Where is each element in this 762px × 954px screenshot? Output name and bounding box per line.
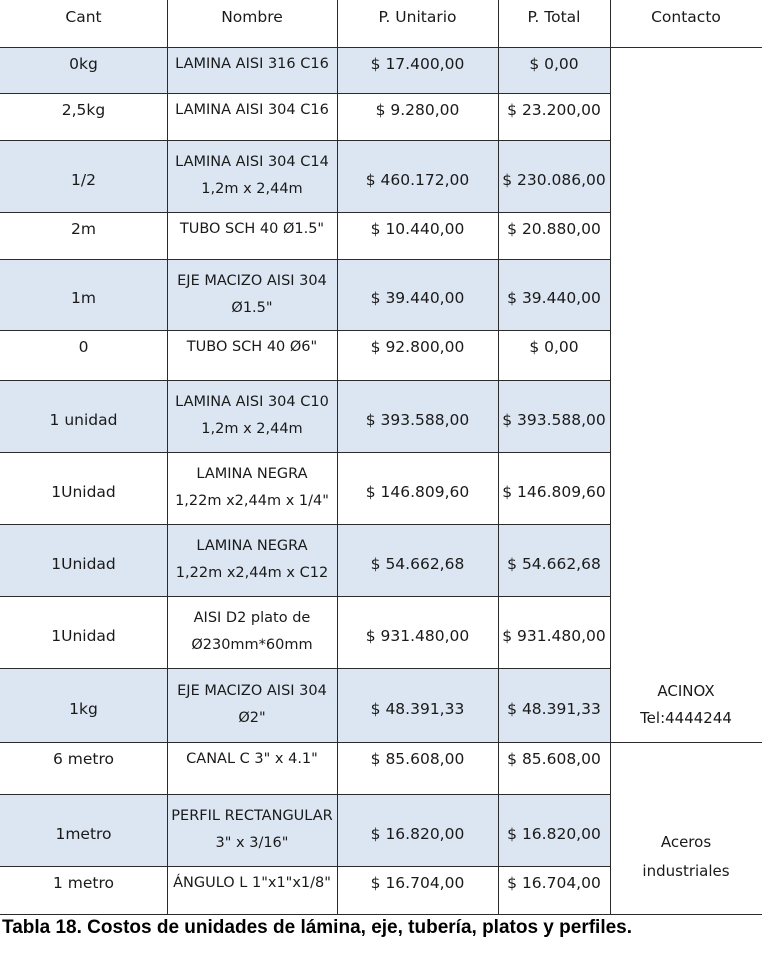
column-rule — [167, 0, 168, 914]
column-rule — [610, 0, 611, 914]
header-unitario: P. Unitario — [378, 8, 457, 26]
cell-nombre: EJE MACIZO AISI 304 Ø2" — [177, 683, 327, 726]
contact-aceros-industriales: Aceros industriales — [642, 833, 730, 880]
cell-nombre: LAMINA NEGRA 1,22m x2,44m x C12 — [175, 538, 329, 581]
cell-cant: 0kg — [69, 55, 98, 73]
cell-cant: 1m — [71, 289, 96, 307]
cell-nombre: EJE MACIZO AISI 304 Ø1.5" — [177, 272, 327, 316]
row-rule — [0, 212, 610, 213]
row-rule — [0, 524, 610, 525]
column-rule — [498, 0, 499, 914]
cell-cant: 6 metro — [52, 750, 115, 768]
cell-nombre: LAMINA AISI 304 C10 1,2m x 2,44m — [175, 394, 329, 437]
cell-cant: 1Unidad — [51, 626, 116, 645]
cell-nombre: AISI D2 plato de Ø230mm*60mm — [191, 610, 313, 653]
cell-unitario: $ 85.608,00 — [370, 750, 465, 768]
column-rule — [337, 0, 338, 914]
cell-cant: 1/2 — [71, 170, 96, 189]
cell-total: $ 39.440,00 — [507, 289, 601, 307]
cell-nombre: CANAL C 3" x 4.1" — [186, 751, 318, 767]
cell-total: $ 0,00 — [529, 338, 579, 356]
cell-total: $ 23.200,00 — [507, 101, 601, 119]
cell-unitario: $ 54.662,68 — [370, 554, 465, 573]
row-rule — [0, 47, 762, 48]
cell-nombre: LAMINA AISI 316 C16 — [175, 56, 329, 72]
cell-unitario: $ 17.400,00 — [370, 55, 465, 73]
cell-cant: 2m — [71, 220, 96, 238]
cell-nombre: LAMINA NEGRA 1,22m x2,44m x 1/4" — [175, 466, 329, 509]
cell-unitario: $ 92.800,00 — [370, 338, 465, 356]
row-rule — [0, 330, 610, 331]
row-rule — [0, 380, 610, 381]
row-rule — [0, 794, 610, 795]
cell-cant: 1Unidad — [51, 554, 116, 573]
row-rule — [0, 140, 610, 141]
cell-unitario: $ 16.820,00 — [370, 824, 465, 843]
cell-total: $ 146.809,60 — [502, 482, 606, 501]
cell-cant: 1 metro — [52, 874, 115, 892]
cell-unitario: $ 39.440,00 — [370, 289, 465, 307]
cell-nombre: TUBO SCH 40 Ø6" — [186, 339, 318, 355]
cell-unitario: $ 9.280,00 — [375, 101, 460, 119]
row-rule — [0, 914, 762, 915]
cell-unitario: $ 460.172,00 — [365, 170, 470, 189]
header-cant: Cant — [65, 8, 102, 26]
cell-total: $ 230.086,00 — [502, 170, 606, 189]
cell-unitario: $ 10.440,00 — [370, 220, 465, 238]
row-rule — [0, 668, 610, 669]
row-rule — [0, 452, 610, 453]
cell-total: $ 16.704,00 — [507, 874, 601, 892]
contact-acinox: ACINOX Tel:4444244 — [640, 682, 732, 727]
cell-nombre: PERFIL RECTANGULAR 3" x 3/16" — [171, 808, 333, 851]
cell-cant: 1kg — [69, 699, 98, 718]
cell-unitario: $ 16.704,00 — [370, 874, 465, 892]
cell-unitario: $ 393.588,00 — [365, 410, 470, 429]
cell-cant: 1 unidad — [49, 410, 118, 429]
cell-unitario: $ 146.809,60 — [365, 482, 470, 501]
cell-total: $ 393.588,00 — [502, 410, 606, 429]
row-rule — [0, 259, 610, 260]
cell-total: $ 85.608,00 — [507, 750, 601, 768]
cell-cant: 0 — [78, 338, 89, 356]
cell-total: $ 0,00 — [529, 55, 579, 73]
header-contacto: Contacto — [651, 8, 721, 26]
cell-nombre: LAMINA AISI 304 C16 — [175, 102, 329, 118]
row-rule — [0, 866, 610, 867]
cell-total: $ 16.820,00 — [507, 824, 601, 843]
row-rule — [0, 93, 610, 94]
cell-nombre: TUBO SCH 40 Ø1.5" — [179, 221, 325, 237]
header-total: P. Total — [527, 8, 581, 26]
cell-unitario: $ 931.480,00 — [365, 626, 470, 645]
cell-total: $ 20.880,00 — [507, 220, 601, 238]
row-rule — [0, 596, 610, 597]
cell-cant: 1Unidad — [51, 482, 116, 501]
row-rule — [0, 742, 762, 743]
table-caption: Tabla 18. Costos de unidades de lámina, eje, tubería, platos y perfiles. — [2, 917, 633, 938]
cell-unitario: $ 48.391,33 — [370, 699, 465, 718]
cell-cant: 2,5kg — [61, 101, 106, 119]
cell-total: $ 48.391,33 — [507, 699, 601, 718]
cell-total: $ 931.480,00 — [502, 626, 606, 645]
cell-total: $ 54.662,68 — [507, 554, 601, 573]
cell-cant: 1metro — [55, 824, 112, 843]
header-nombre: Nombre — [221, 8, 283, 26]
cell-nombre: ÁNGULO L 1"x1"x1/8" — [173, 875, 331, 891]
cell-nombre: LAMINA AISI 304 C14 1,2m x 2,44m — [175, 154, 329, 197]
